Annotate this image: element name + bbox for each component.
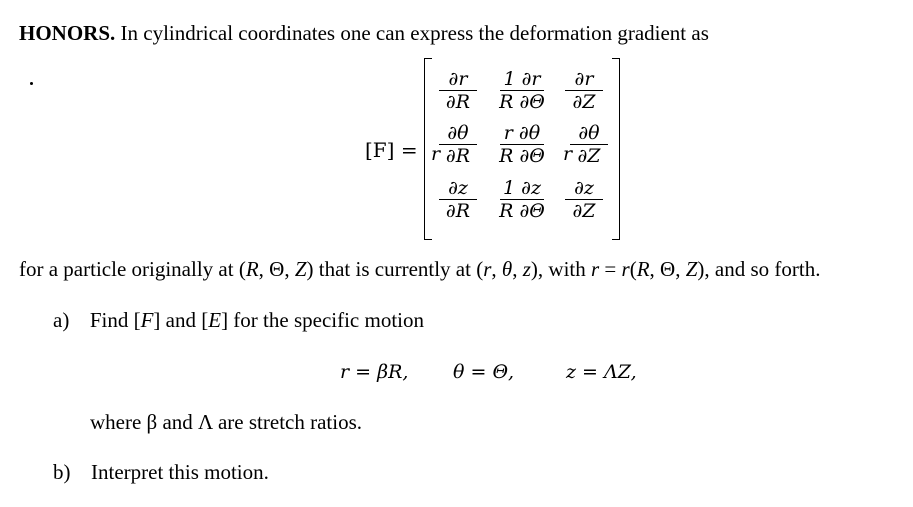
matrix-r1c1: ∂r ∂R — [433, 69, 483, 112]
matrix-r2-coef1: r — [431, 143, 441, 165]
deformation-gradient-equation — [0, 0, 913, 250]
matrix-r3c3: ∂z ∂Z — [559, 178, 609, 221]
part-a-label: a) — [53, 308, 70, 332]
part-b-text: Interpret this motion. — [91, 460, 269, 484]
matrix-r2c1: ∂θ ∂R — [433, 123, 483, 166]
intro-text: In cylindrical coordinates one can express the deformation gradient as — [120, 21, 709, 45]
matrix-r2-coef3: r — [563, 143, 573, 165]
matrix-r3c2: 1 ∂z R ∂Θ — [499, 177, 545, 222]
motion-eq-r: r = βR, — [340, 361, 409, 383]
matrix-r3c1: ∂z ∂R — [433, 178, 483, 221]
part-a: a) Find [F] and [E] for the specific motion — [53, 308, 424, 332]
matrix-r1c3: ∂r ∂Z — [559, 69, 609, 112]
part-b-label: b) — [53, 460, 71, 484]
matrix-r1c2: 1 ∂r R ∂Θ — [499, 68, 545, 113]
part-b — [53, 462, 269, 483]
motion-eq-z: z = ΛZ, — [566, 361, 637, 383]
matrix-r2c3: ∂θ ∂Z — [564, 123, 614, 166]
motion-eq-theta: θ = Θ, — [453, 361, 515, 383]
particle-sentence: for a particle originally at (R, Θ, Z) that is currently at (r, θ, z), with r = r(R, Θ, Z), and so forth. — [19, 257, 821, 281]
stretch-ratio-note: where β and Λ are stretch ratios. — [90, 410, 363, 434]
matrix-lhs: [F] = — [365, 138, 418, 162]
matrix-r2c2: r ∂θ R ∂Θ — [499, 122, 545, 167]
heading-honors: HONORS. — [19, 21, 116, 45]
